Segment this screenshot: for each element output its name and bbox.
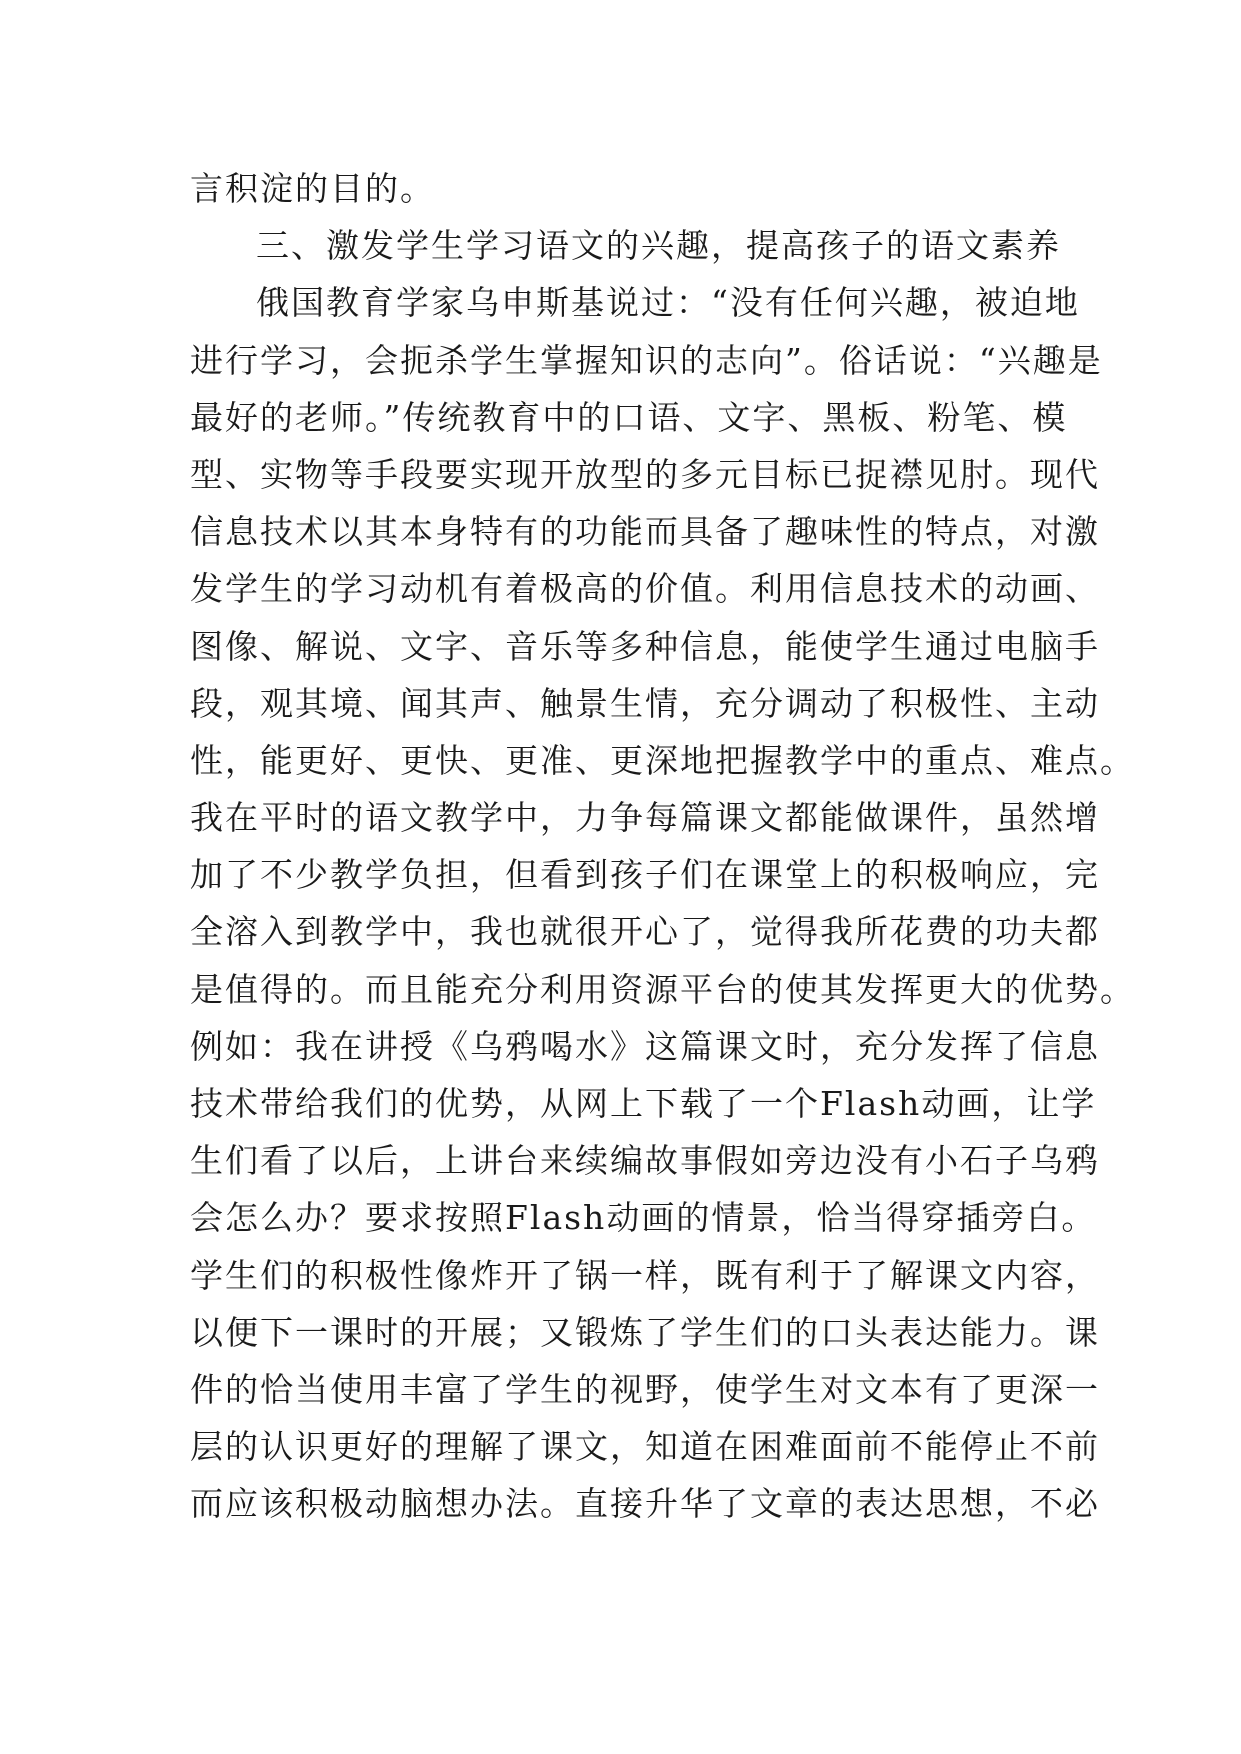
text-line: 例如：我在讲授《乌鸦喝水》这篇课文时，充分发挥了信息 (190, 1026, 1100, 1066)
text-line: 图像、解说、文字、音乐等多种信息，能使学生通过电脑手 (190, 626, 1100, 666)
body-text (190, 160, 1135, 1533)
text-line: 段，观其境、闻其声、触景生情，充分调动了积极性、主动 (190, 683, 1100, 723)
text-line: 最好的老师。”传统教育中的口语、文字、黑板、粉笔、模 (190, 397, 1068, 437)
text-line: 会怎么办？要求按照Flash动画的情景，恰当得穿插旁白。 (190, 1198, 1097, 1238)
text-line: 言积淀的目的。 (190, 169, 435, 208)
text-line: 全溶入到教学中，我也就很开心了，觉得我所花费的功夫都 (190, 912, 1100, 952)
text-line: 发学生的学习动机有着极高的价值。利用信息技术的动画、 (190, 569, 1100, 609)
text-line: 加了不少教学负担，但看到孩子们在课堂上的积极响应，完 (190, 855, 1100, 895)
text-line: 生们看了以后，上讲台来续编故事假如旁边没有小石子乌鸦 (190, 1141, 1100, 1181)
text-line: 是值得的。而且能充分利用资源平台的使其发挥更大的优势。 (190, 969, 1135, 1009)
text-line: 我在平时的语文教学中，力争每篇课文都能做课件，虽然增 (190, 798, 1100, 838)
text-line: 而应该积极动脑想办法。直接升华了文章的表达思想，不必 (190, 1484, 1100, 1524)
text-line: 进行学习，会扼杀学生掌握知识的志向”。俗话说：“兴趣是 (190, 340, 1103, 380)
text-line: 件的恰当使用丰富了学生的视野，使学生对文本有了更深一 (190, 1369, 1100, 1409)
text-line: 学生们的积极性像炸开了锅一样，既有利于了解课文内容， (190, 1255, 1100, 1295)
text-line: 型、实物等手段要实现开放型的多元目标已捉襟见肘。现代 (190, 454, 1100, 494)
text-line: 以便下一课时的开展；又锻炼了学生们的口头表达能力。课 (190, 1312, 1100, 1352)
text-line: 层的认识更好的理解了课文，知道在困难面前不能停止不前 (190, 1427, 1100, 1467)
paragraph-first-line: 俄国教育学家乌申斯基说过：“没有任何兴趣，被迫地 (256, 283, 1080, 323)
text-line: 性，能更好、更快、更准、更深地把握教学中的重点、难点。 (190, 740, 1135, 780)
text-line: 信息技术以其本身特有的功能而具备了趣味性的特点，对激 (190, 512, 1100, 552)
text-line: 技术带给我们的优势，从网上下载了一个Flash动画，让学 (190, 1084, 1097, 1123)
section-heading: 三、激发学生学习语文的兴趣，提高孩子的语文素养 (256, 226, 1061, 266)
